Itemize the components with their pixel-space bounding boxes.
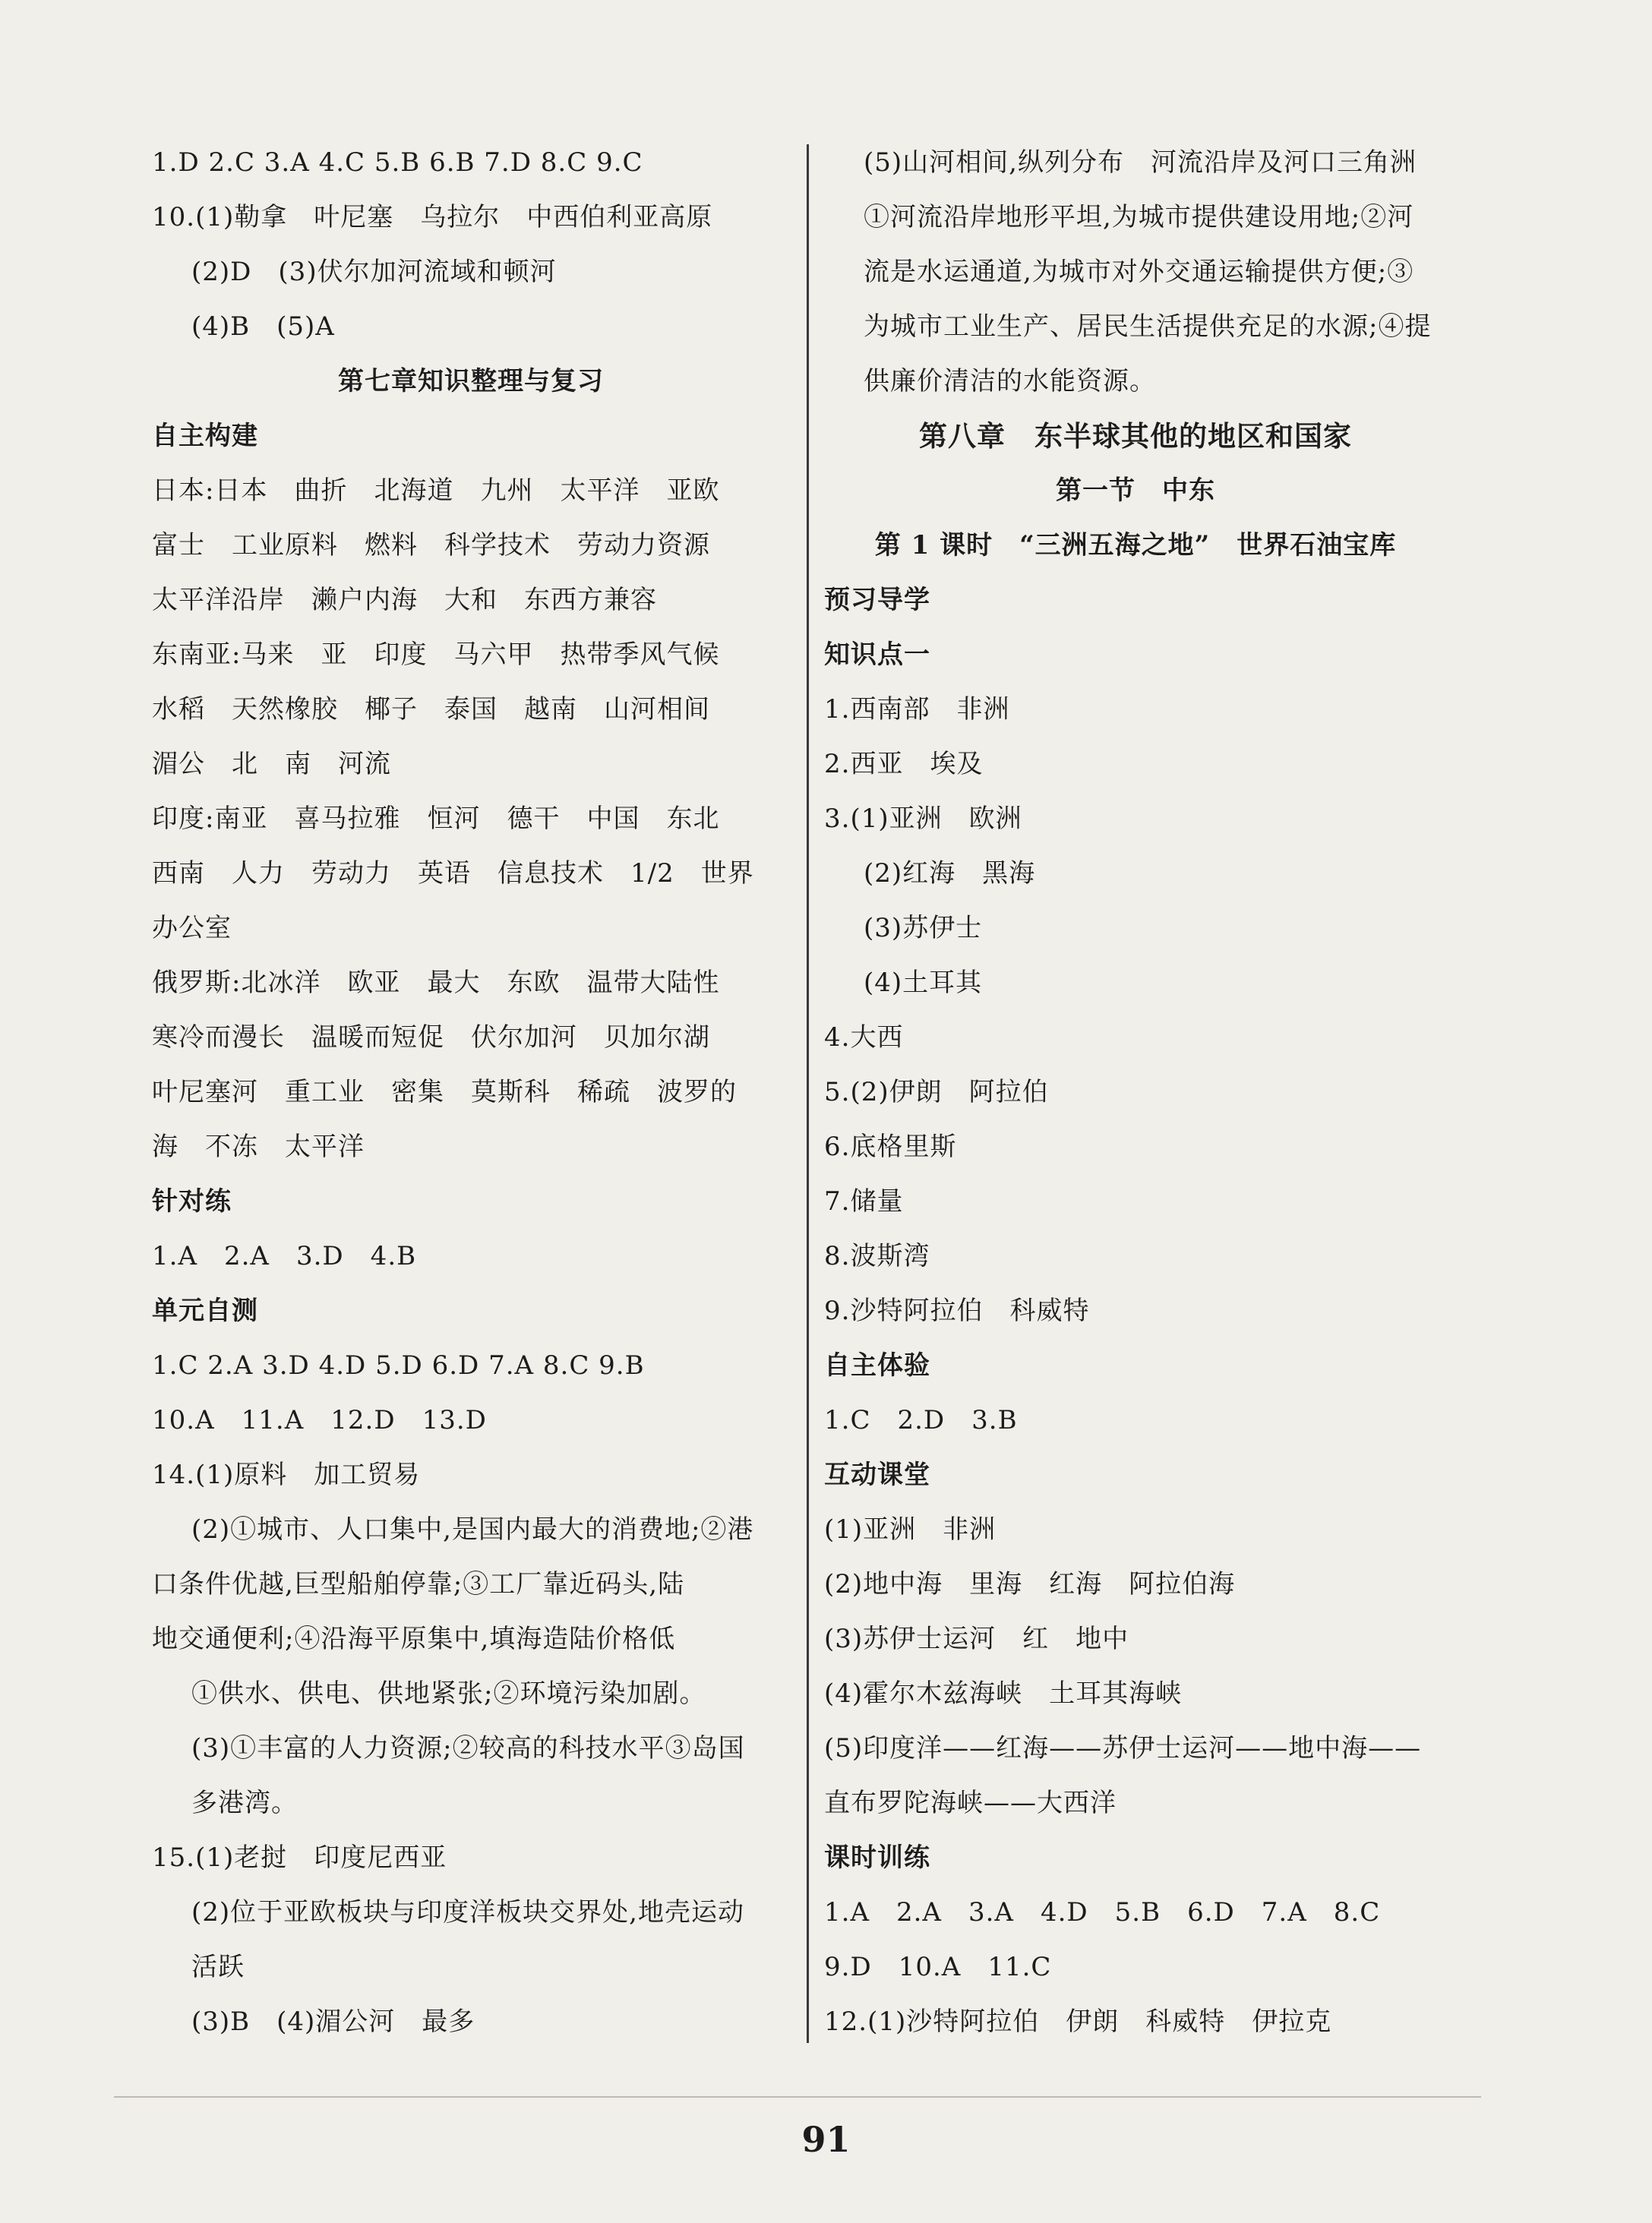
text-line: 太平洋沿岸 濑户内海 大和 东西方兼容 <box>152 585 657 615</box>
column-divider <box>807 144 809 2043</box>
text-line: 海 不冻 太平洋 <box>152 1132 365 1162</box>
text-line: 供廉价清洁的水能资源。 <box>864 366 1156 396</box>
text-line: 1.A 2.A 3.D 4.B <box>152 1241 417 1271</box>
text-line: 寒冷而漫长 温暖而短促 伏尔加河 贝加尔湖 <box>152 1022 710 1053</box>
text-line: (3)①丰富的人力资源;②较高的科技水平③岛国 <box>191 1733 745 1764</box>
text-line: ①河流沿岸地形平坦,为城市提供建设用地;②河 <box>864 202 1414 232</box>
section-title: 第七章知识整理与复习 <box>338 366 604 396</box>
text-line: 5.(2)伊朗 阿拉伯 <box>824 1077 1049 1107</box>
text-line: 流是水运通道,为城市对外交通运输提供方便;③ <box>864 257 1414 287</box>
text-line: 10.A 11.A 12.D 13.D <box>152 1405 487 1435</box>
text-line: 1.C 2.A 3.D 4.D 5.D 6.D 7.A 8.C 9.B <box>152 1350 645 1381</box>
page-number: 91 <box>801 2119 851 2160</box>
text-line: (5)山河相间,纵列分布 河流沿岸及河口三角洲 <box>864 147 1417 178</box>
text-line: (4)土耳其 <box>864 968 983 998</box>
text-line: 印度:南亚 喜马拉雅 恒河 德干 中国 东北 <box>152 804 720 834</box>
text-line: 日本:日本 曲折 北海道 九州 太平洋 亚欧 <box>152 475 720 506</box>
text-line: ①供水、供电、供地紧张;②环境污染加剧。 <box>191 1678 706 1709</box>
section-heading: 课时训练 <box>824 1843 930 1873</box>
text-line: 水稻 天然橡胶 椰子 泰国 越南 山河相间 <box>152 694 710 725</box>
text-line: 9.沙特阿拉伯 科威特 <box>824 1296 1090 1326</box>
text-line: 富士 工业原料 燃料 科学技术 劳动力资源 <box>152 530 710 560</box>
section-heading: 自主体验 <box>824 1350 930 1381</box>
text-line: 6.底格里斯 <box>824 1132 957 1162</box>
chapter-title: 第八章 东半球其他的地区和国家 <box>919 419 1352 453</box>
lesson-title: 第 1 课时 “三洲五海之地” 世界石油宝库 <box>874 530 1397 560</box>
text-line: 东南亚:马来 亚 印度 马六甲 热带季风气候 <box>152 639 720 670</box>
text-line: 3.(1)亚洲 欧洲 <box>824 804 1022 834</box>
text-line: 1.D 2.C 3.A 4.C 5.B 6.B 7.D 8.C 9.C <box>152 147 643 178</box>
text-line: (2)①城市、人口集中,是国内最大的消费地;②港 <box>191 1514 754 1545</box>
text-line: 12.(1)沙特阿拉伯 伊朗 科威特 伊拉克 <box>824 2007 1332 2037</box>
text-line: 2.西亚 埃及 <box>824 749 984 779</box>
footer-rule <box>114 2096 1481 2098</box>
text-line: (3)苏伊士 <box>864 913 983 943</box>
text-line: 多港湾。 <box>191 1788 298 1818</box>
text-line: (4)霍尔木兹海峡 土耳其海峡 <box>824 1678 1183 1709</box>
text-line: 西南 人力 劳动力 英语 信息技术 1/2 世界 <box>152 858 754 889</box>
text-line: (2)地中海 里海 红海 阿拉伯海 <box>824 1569 1236 1599</box>
text-line: (2)D (3)伏尔加河流域和顿河 <box>191 257 557 287</box>
text-line: 口条件优越,巨型船舶停靠;③工厂靠近码头,陆 <box>152 1569 685 1599</box>
text-line: 10.(1)勒拿 叶尼塞 乌拉尔 中西伯利亚高原 <box>152 202 713 232</box>
text-line: 直布罗陀海峡——大西洋 <box>824 1788 1117 1818</box>
text-line: 15.(1)老挝 印度尼西亚 <box>152 1843 447 1873</box>
section-heading: 知识点一 <box>824 639 930 670</box>
section-heading: 单元自测 <box>152 1296 258 1326</box>
text-line: 7.储量 <box>824 1186 904 1217</box>
text-line: 办公室 <box>152 913 232 943</box>
text-line: 活跃 <box>191 1952 245 1982</box>
text-line: 叶尼塞河 重工业 密集 莫斯科 稀疏 波罗的 <box>152 1077 737 1107</box>
right-column <box>824 135 1447 2049</box>
section-heading: 互动课堂 <box>824 1460 930 1490</box>
left-column <box>152 135 790 2049</box>
text-line: (3)苏伊士运河 红 地中 <box>824 1624 1129 1654</box>
text-line: 湄公 北 南 河流 <box>152 749 391 779</box>
text-line: (1)亚洲 非洲 <box>824 1514 997 1545</box>
text-line: 4.大西 <box>824 1022 904 1053</box>
text-line: 地交通便利;④沿海平原集中,填海造陆价格低 <box>152 1624 676 1654</box>
text-line: 1.A 2.A 3.A 4.D 5.B 6.D 7.A 8.C <box>824 1897 1381 1928</box>
text-line: 9.D 10.A 11.C <box>824 1952 1052 1982</box>
text-line: (5)印度洋——红海——苏伊士运河——地中海—— <box>824 1733 1422 1764</box>
text-line: 俄罗斯:北冰洋 欧亚 最大 东欧 温带大陆性 <box>152 968 720 998</box>
text-line: (3)B (4)湄公河 最多 <box>191 2007 475 2037</box>
text-line: 为城市工业生产、居民生活提供充足的水源;④提 <box>864 311 1432 342</box>
section-heading: 预习导学 <box>824 585 930 615</box>
text-line: 14.(1)原料 加工贸易 <box>152 1460 421 1490</box>
text-line: 1.西南部 非洲 <box>824 694 1010 725</box>
section-title: 第一节 中东 <box>1056 475 1215 506</box>
section-heading: 自主构建 <box>152 421 258 451</box>
text-line: (2)红海 黑海 <box>864 858 1036 889</box>
text-line: (4)B (5)A <box>191 311 335 342</box>
text-line: (2)位于亚欧板块与印度洋板块交界处,地壳运动 <box>191 1897 744 1928</box>
text-line: 8.波斯湾 <box>824 1241 930 1271</box>
section-heading: 针对练 <box>152 1186 232 1217</box>
text-line: 1.C 2.D 3.B <box>824 1405 1018 1435</box>
